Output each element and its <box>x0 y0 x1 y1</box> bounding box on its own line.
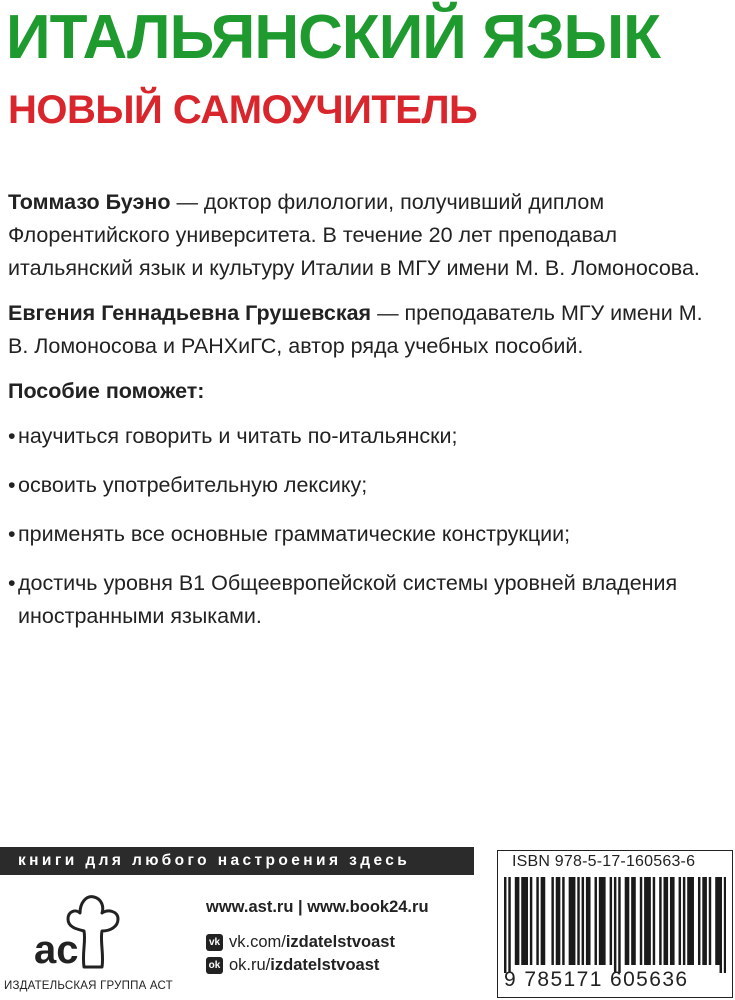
barcode-icon <box>504 877 726 973</box>
ok-prefix: ok.ru/ <box>229 956 271 974</box>
ok-icon: ok <box>206 957 223 974</box>
ok-link[interactable] <box>206 956 429 975</box>
bullet-dot: • <box>8 522 16 546</box>
benefit-item-4 <box>8 567 728 633</box>
benefit-item-3 <box>8 518 728 551</box>
vk-prefix: vk.com/ <box>229 933 286 951</box>
publisher-caption: ИЗДАТЕЛЬСКАЯ ГРУППА АСТ <box>4 980 173 992</box>
vk-handle: izdatelstvoast <box>285 933 395 951</box>
annotation-text <box>8 186 728 649</box>
vk-link[interactable] <box>206 933 429 952</box>
slogan-strip: книги для любого настроения здесь <box>0 847 474 875</box>
author-description-2: — преподаватель МГУ имени М. В. Ломоносова и РАНХиГС, автор ряда учебных пособий. <box>8 301 703 358</box>
author-description-1: — доктор филологии, получивший диплом Флорентийского университета. В течение 20 лет преподавал итальянский язык и культуру Италии в МГУ имени М. В. Ломоносова. <box>8 190 700 280</box>
benefit-text-1: научиться говорить и читать по-итальянски; <box>18 424 458 448</box>
author-name-1: Томмазо Буэно <box>8 190 171 214</box>
ean-digits: 9 785171 605636 <box>504 968 689 991</box>
benefit-item-1 <box>8 420 728 453</box>
benefit-list <box>8 420 728 633</box>
benefit-text-3: применять все основные грамматические конструкции; <box>18 522 571 546</box>
benefit-text-2: освоить употребительную лексику; <box>18 473 368 497</box>
author-paragraph-2 <box>8 297 728 363</box>
help-heading: Пособие поможет: <box>8 379 205 403</box>
barcode-panel <box>497 850 733 998</box>
contact-links <box>206 898 429 979</box>
ok-handle: izdatelstvoast <box>270 956 380 974</box>
publisher-logo <box>24 883 124 971</box>
book-title: ИТАЛЬЯНСКИЙ ЯЗЫК <box>6 3 661 72</box>
benefit-item-2 <box>8 469 728 502</box>
bullet-dot: • <box>8 473 16 497</box>
bullet-dot: • <box>8 424 16 448</box>
benefit-text-4: достичь уровня B1 Общеевропейской системы уровней владения иностранными языками. <box>18 571 678 628</box>
book-subtitle: НОВЫЙ САМОУЧИТЕЛЬ <box>8 88 478 132</box>
author-name-2: Евгения Геннадьевна Грушевская <box>8 301 372 325</box>
author-paragraph-1 <box>8 186 728 285</box>
isbn-number: ISBN 978-5-17-160563-6 <box>512 853 696 870</box>
website-links[interactable]: www.ast.ru | www.book24.ru <box>206 898 429 916</box>
ast-logo-icon <box>24 883 124 971</box>
vk-icon: vk <box>206 934 223 951</box>
svg-text:aс: aс <box>34 928 79 971</box>
bullet-dot: • <box>8 571 16 595</box>
